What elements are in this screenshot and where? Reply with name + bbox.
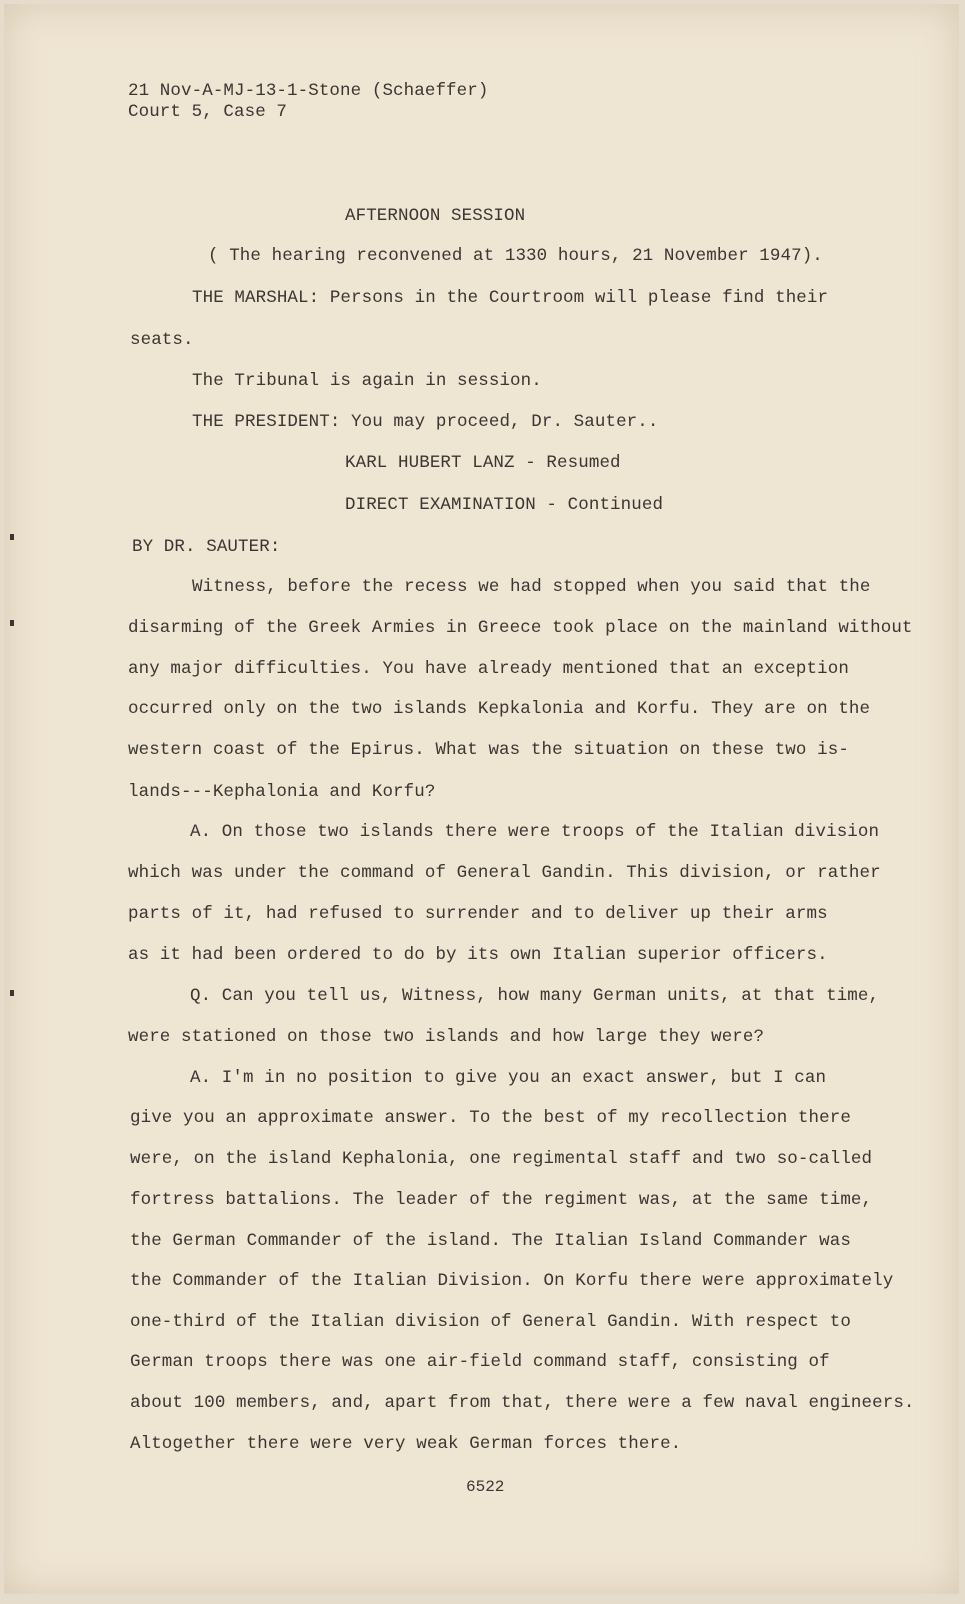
tribunal-statement: The Tribunal is again in session. — [192, 371, 542, 391]
question-line: disarming of the Greek Armies in Greece took place on the mainland without — [128, 618, 913, 638]
answer-line: one-third of the Italian division of General Gandin. With respect to — [130, 1312, 851, 1332]
marshal-statement: THE MARSHAL: Persons in the Courtroom will please find their — [192, 288, 829, 308]
question-line: were stationed on those two islands and how large they were? — [128, 1027, 765, 1047]
question-line: Q. Can you tell us, Witness, how many German units, at that time, — [190, 986, 880, 1006]
marshal-statement-cont: seats. — [130, 330, 194, 350]
exam-heading: DIRECT EXAMINATION - Continued — [345, 495, 664, 515]
answer-line: German troops there was one air-field command staff, consisting of — [130, 1352, 830, 1372]
answer-line: the German Commander of the island. The Italian Island Commander was — [130, 1231, 851, 1251]
answer-line: give you an approximate answer. To the best of my recollection there — [130, 1108, 851, 1128]
president-statement: THE PRESIDENT: You may proceed, Dr. Sauter.. — [192, 412, 659, 432]
header-line-2: Court 5, Case 7 — [128, 102, 288, 122]
question-line: western coast of the Epirus. What was the situation on these two is- — [128, 740, 849, 760]
answer-line: about 100 members, and, apart from that, there were a few naval engineers. — [130, 1393, 915, 1413]
answer-line: A. On those two islands there were troops of the Italian division — [190, 822, 880, 842]
answer-line: were, on the island Kephalonia, one regimental staff and two so-called — [130, 1149, 873, 1169]
answer-line: the Commander of the Italian Division. On Korfu there were approximately — [130, 1271, 894, 1291]
witness-heading: KARL HUBERT LANZ - Resumed — [345, 453, 621, 473]
punch-mark — [10, 534, 14, 540]
punch-mark — [10, 620, 14, 626]
document-page — [4, 4, 959, 1594]
page-number: 6522 — [466, 1478, 505, 1496]
answer-line: fortress battalions. The leader of the regiment was, at the same time, — [130, 1190, 873, 1210]
question-line: lands---Kephalonia and Korfu? — [128, 782, 436, 802]
question-line: occurred only on the two islands Kepkalonia and Korfu. They are on the — [128, 699, 871, 719]
answer-line: parts of it, had refused to surrender and to deliver up their arms — [128, 904, 828, 924]
answer-line: Altogether there were very weak German forces there. — [130, 1434, 682, 1454]
answer-line: which was under the command of General Gandin. This division, or rather — [128, 863, 881, 883]
header-line-1: 21 Nov-A-MJ-13-1-Stone (Schaeffer) — [128, 81, 489, 101]
punch-mark — [10, 990, 14, 996]
question-line: any major difficulties. You have already mentioned that an exception — [128, 659, 849, 679]
reconvened-note: ( The hearing reconvened at 1330 hours, 21 November 1947). — [208, 246, 823, 266]
question-line: Witness, before the recess we had stopped when you said that the — [192, 577, 871, 597]
session-title: AFTERNOON SESSION — [345, 206, 526, 226]
answer-line: as it had been ordered to do by its own Italian superior officers. — [128, 945, 828, 965]
examiner-line: BY DR. SAUTER: — [132, 537, 281, 557]
answer-line: A. I'm in no position to give you an exact answer, but I can — [190, 1068, 827, 1088]
